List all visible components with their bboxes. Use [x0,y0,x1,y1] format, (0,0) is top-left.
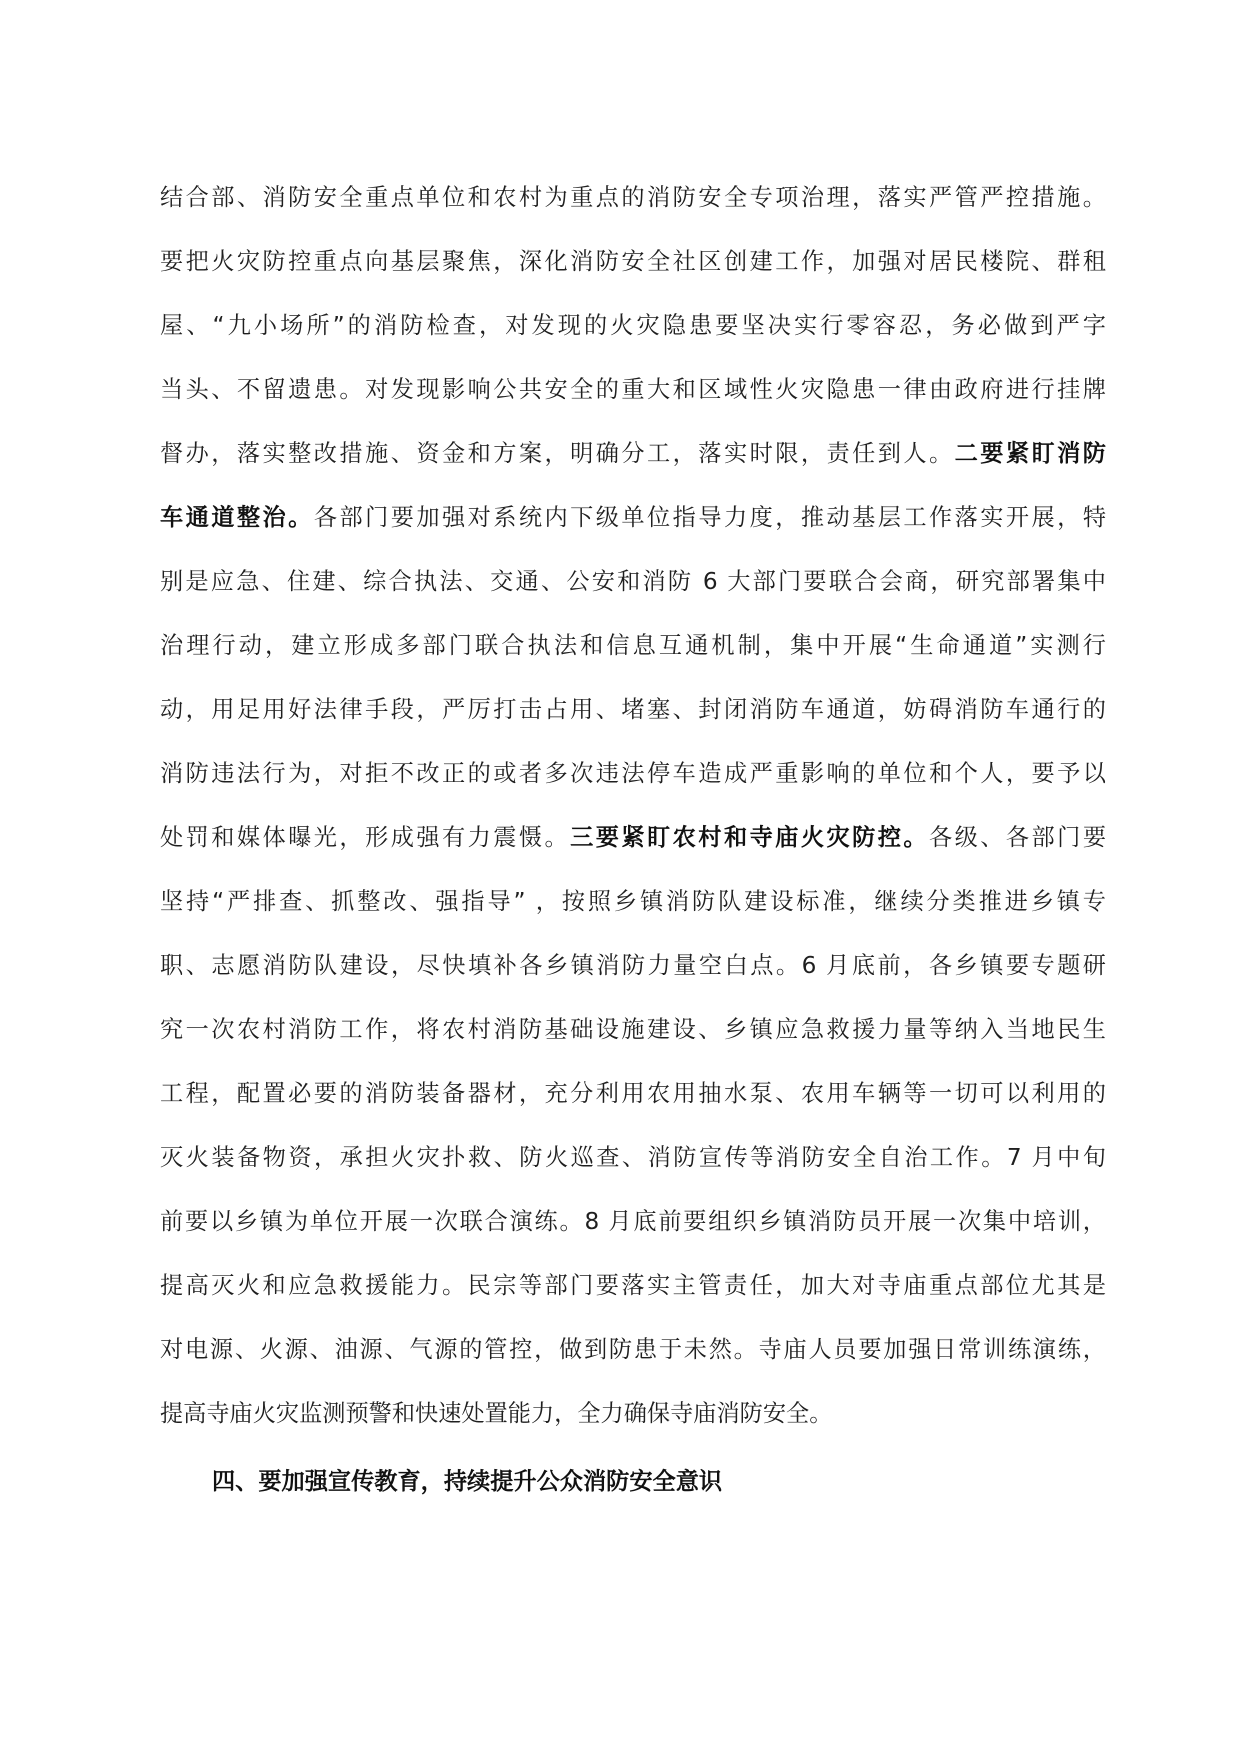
text-segment: 坚持“严排查、抓整改、强指导” ，按照乡镇消防队建设标准，继续分类推进乡镇专 [160,888,1106,915]
bold-subheading: 三要紧盯农村和寺庙火灾防控。 [570,824,930,851]
text-segment: 灭火装备物资，承担火灾扑救、防火巡查、消防宣传等消防安全自治工作。7 月中旬 [160,1144,1106,1171]
text-line [160,1132,1106,1196]
text-line [160,492,1106,556]
text-line [160,428,1106,492]
bold-subheading: 车通道整治。 [160,504,314,531]
text-segment: 各级、各部门要 [929,824,1106,851]
bold-subheading: 二要紧盯消防 [954,440,1106,467]
text-segment: 处罚和媒体曝光，形成强有力震慑。 [160,824,571,851]
text-segment: 职、志愿消防队建设，尽快填补各乡镇消防力量空白点。6 月底前，各乡镇要专题研 [160,952,1106,979]
text-line [160,556,1106,620]
text-line [160,812,1106,876]
section-heading: 四、要加强宣传教育，持续提升公众消防安全意识 [212,1468,723,1495]
text-line [160,1260,1106,1324]
text-segment: 工程，配置必要的消防装备器材，充分利用农用抽水泵、农用车辆等一切可以利用的 [160,1080,1106,1107]
text-line [160,748,1106,812]
text-segment: 治理行动，建立形成多部门联合执法和信息互通机制，集中开展“生命通道”实测行 [160,632,1106,659]
text-segment: 督办，落实整改措施、资金和方案，明确分工，落实时限，责任到人。 [160,440,955,467]
text-segment: 对电源、火源、油源、气源的管控，做到防患于未然。寺庙人员要加强日常训练演练， [160,1336,1106,1363]
text-line [160,172,1106,236]
text-line [160,940,1106,1004]
text-line [160,620,1106,684]
text-line [160,1388,1106,1452]
document-body [160,172,1106,1520]
text-segment: 前要以乡镇为单位开展一次联合演练。8 月底前要组织乡镇消防员开展一次集中培训， [160,1208,1106,1235]
text-line [160,1004,1106,1068]
text-segment: 结合部、消防安全重点单位和农村为重点的消防安全专项治理，落实严管严控措施。 [160,184,1106,211]
text-segment: 要把火灾防控重点向基层聚焦，深化消防安全社区创建工作，加强对居民楼院、群租 [160,248,1106,275]
text-line [160,684,1106,748]
text-segment: 当头、不留遗患。对发现影响公共安全的重大和区域性火灾隐患一律由政府进行挂牌 [160,376,1106,403]
text-line [160,876,1106,940]
text-segment: 别是应急、住建、综合执法、交通、公安和消防 6 大部门要联合会商，研究部署集中 [160,568,1106,595]
text-segment: 屋、“九小场所”的消防检查，对发现的火灾隐患要坚决实行零容忍，务必做到严字 [160,312,1106,339]
text-segment: 提高灭火和应急救援能力。民宗等部门要落实主管责任，加大对寺庙重点部位尤其是 [160,1272,1106,1299]
text-line [160,1068,1106,1132]
text-line [160,236,1106,300]
text-line [160,1324,1106,1388]
text-segment: 提高寺庙火灾监测预警和快速处置能力，全力确保寺庙消防安全。 [160,1400,833,1427]
text-line [160,364,1106,428]
text-segment: 消防违法行为，对拒不改正的或者多次违法停车造成严重影响的单位和个人，要予以 [160,760,1106,787]
text-line [160,300,1106,364]
text-segment: 动，用足用好法律手段，严厉打击占用、堵塞、封闭消防车通道，妨碍消防车通行的 [160,696,1106,723]
text-line [160,1196,1106,1260]
text-segment: 究一次农村消防工作，将农村消防基础设施建设、乡镇应急救援力量等纳入当地民生 [160,1016,1106,1043]
text-segment: 各部门要加强对系统内下级单位指导力度，推动基层工作落实开展，特 [313,504,1106,531]
